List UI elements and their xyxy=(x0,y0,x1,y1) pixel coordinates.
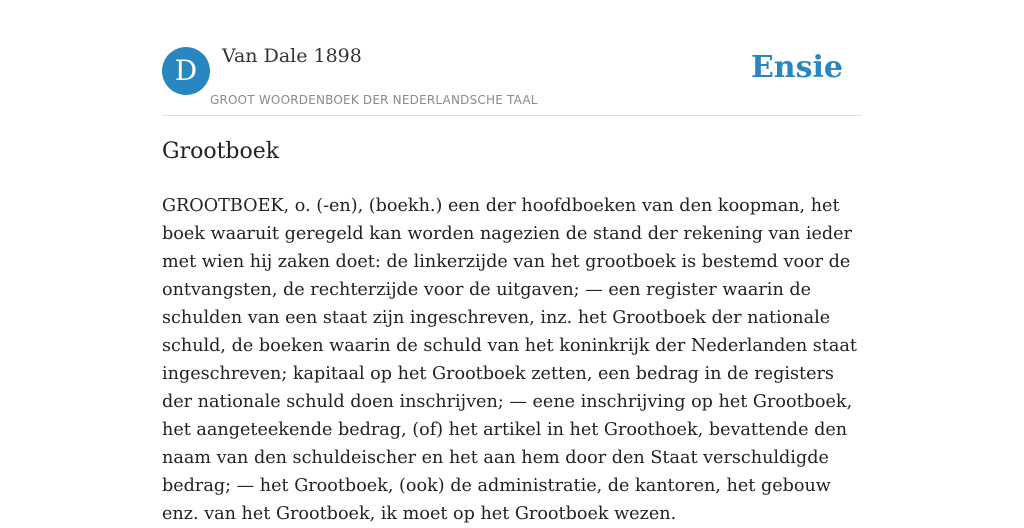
entry-definition: GROOTBOEK, o. (-en), (boekh.) een der hoofdboeken van den koopman, het boek waaruit geregeld kan worden nagezien de stand der rekening van ieder met wien hij zaken doet: de linkerzijde van het grootboek is bestemd voor de ontvangsten, de rechterzijde voor de uitgaven; — een register waarin de schulden van een staat zijn ingeschreven, inz. het Grootboek der nationale schuld, de boeken waarin de schuld van het koninkrijk der Nederlanden staat ingeschreven; kapitaal op het Grootboek zetten, een bedrag in de registers der nationale schuld doen inschrijven; — eene inschrijving op het Grootboek, het aangeteekende bedrag, (of) het artikel in het Groothoek, bevattende den naam van den schuldeischer en het aan hem door den Staat verschuldigde bedrag; — het Grootboek, (ook) de administratie, de kantoren, het gebouw enz. van het Grootboek, ik moet op het Grootboek wezen. xyxy=(162,196,857,524)
source-title[interactable]: Van Dale 1898 xyxy=(222,45,362,67)
site-logo[interactable]: Ensie xyxy=(750,50,843,85)
dictionary-logo[interactable]: D xyxy=(162,47,210,95)
page-title: Grootboek xyxy=(162,139,280,164)
header-divider xyxy=(162,115,862,116)
source-subtitle: GROOT WOORDENBOEK DER NEDERLANDSCHE TAAL xyxy=(210,93,538,107)
